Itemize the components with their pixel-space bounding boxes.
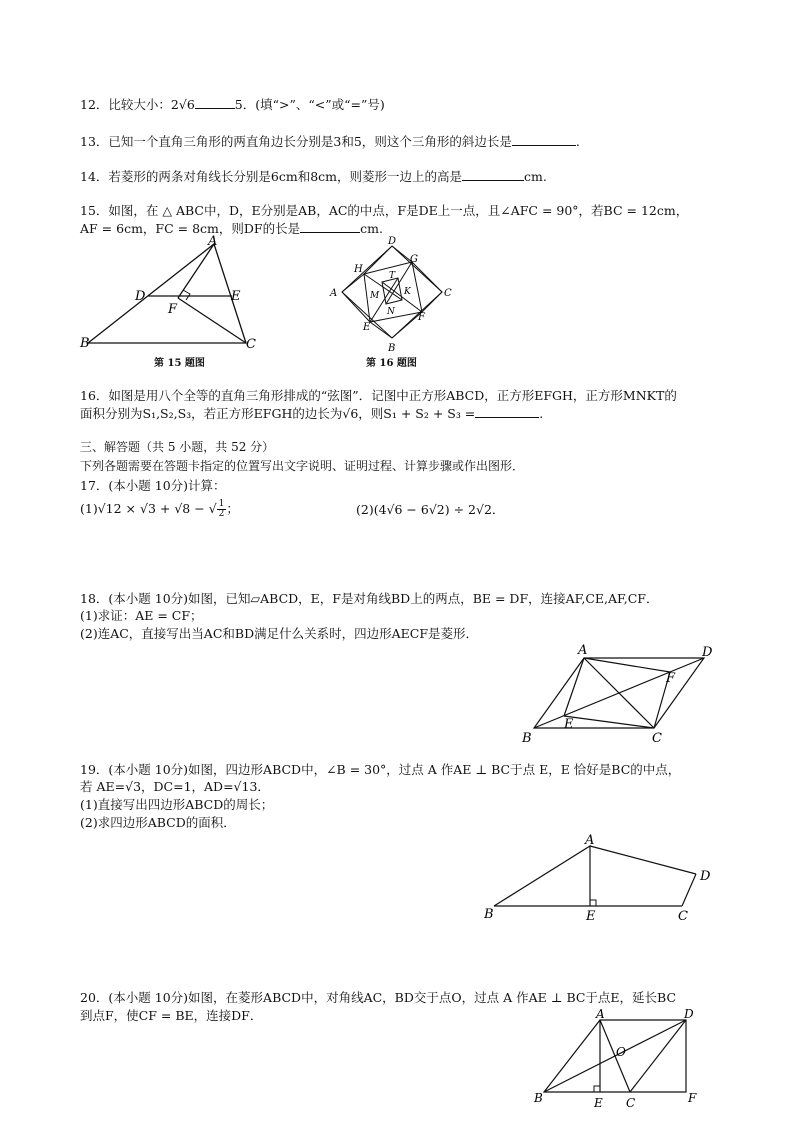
label-E: E: [586, 909, 596, 924]
label-A: A: [585, 833, 595, 848]
label-F: F: [168, 302, 178, 317]
figure-15: [80, 236, 270, 351]
label-A: A: [330, 288, 338, 299]
q17-part1-end: ；: [226, 501, 239, 516]
label-C: C: [678, 909, 688, 924]
answer-blank[interactable]: [300, 220, 360, 233]
q15-line1-text: 15．如图，在 △ ABC中，D，E分别是AB，AC的中点，F是DE上一点，且∠AFC = 90°，若BC = 12cm，: [80, 203, 689, 218]
section-3-note: 下列各题需要在答题卡指定的位置写出文字说明、证明过程、计算步骤或作出图形．: [80, 459, 525, 473]
label-N: N: [387, 307, 395, 317]
figure-18: [518, 642, 720, 746]
question-19-line1: 19．(本小题 10分)如图，四边形ABCD中，∠B = 30°，过点 A 作AE ⊥ BC于点 E，E 恰好是BC的中点，: [80, 762, 681, 777]
question-17-part1: (1)√12 × √3 + √8 − √ $\frac{1}{2}$ ；: [80, 499, 239, 519]
q16-line2-text: 面积分别为S₁,S₂,S₃，若正方形EFGH的边长为√6，则S₁ + S₂ + S₃ =: [80, 406, 476, 421]
answer-blank[interactable]: [475, 405, 539, 418]
label-E: E: [564, 717, 574, 732]
question-20-line1: 20．(本小题 10分)如图，在菱形ABCD中，对角线AC，BD交于点O，过点 A 作AE ⊥ BC于点E，延长BC: [80, 990, 677, 1005]
q12-prefix: 12．比较大小：: [80, 97, 171, 112]
fraction: [217, 500, 227, 519]
label-D: D: [135, 289, 146, 304]
q14-text: 14．若菱形的两条对角线长分别是6cm和8cm，则菱形一边上的高是: [80, 169, 463, 184]
figure-16-caption: 第 16 题图: [366, 358, 417, 369]
label-A: A: [208, 234, 218, 249]
label-B: B: [534, 1091, 543, 1105]
label-E: E: [594, 1096, 603, 1110]
fraction-denominator: 2: [218, 509, 225, 519]
answer-blank[interactable]: [195, 96, 235, 109]
question-18-line2: (1)求证：AE = CF；: [80, 608, 203, 623]
label-D: D: [702, 645, 713, 660]
answer-blank[interactable]: [512, 133, 576, 146]
q14-end: cm.: [524, 169, 547, 184]
label-T: T: [389, 271, 396, 281]
q13-end: .: [575, 134, 580, 149]
figure-20: [532, 1007, 712, 1112]
figure-15-caption: 第 15 题图: [154, 358, 205, 369]
label-A: A: [596, 1007, 605, 1021]
question-16-line1: [80, 388, 677, 404]
q16-line1-text: 16．如图是用八个全等的直角三角形排成的“弦图”．记图中正方形ABCD，正方形EFGH，正方形MNKT的: [80, 388, 677, 403]
label-A: A: [578, 643, 588, 658]
fraction-numerator: 1: [218, 499, 225, 509]
q12-expression: 2√6: [170, 97, 195, 112]
q12-suffix: 5．(填“>”、“<”或“=”号): [234, 97, 385, 112]
label-F: F: [418, 312, 425, 323]
q16-end: .: [539, 406, 544, 421]
question-12: [80, 96, 385, 113]
q15-line2-text: AF = 6cm，FC = 8cm，则DF的长是: [80, 221, 301, 236]
label-K: K: [404, 287, 411, 297]
question-20-line2: 到点F，使CF = BE，连接DF．: [80, 1008, 263, 1023]
label-O: O: [616, 1045, 626, 1059]
label-F: F: [666, 671, 676, 686]
question-19-line4: (2)求四边形ABCD的面积．: [80, 815, 236, 830]
label-C: C: [246, 337, 256, 352]
label-C: C: [444, 288, 452, 299]
label-B: B: [388, 343, 396, 354]
q15-end: cm.: [360, 221, 383, 236]
figure-19: [482, 830, 722, 924]
label-E: E: [231, 289, 241, 304]
label-D: D: [684, 1007, 694, 1021]
question-19-line3: (1)直接写出四边形ABCD的周长；: [80, 797, 274, 812]
label-E: E: [363, 322, 371, 333]
label-G: G: [410, 254, 418, 265]
question-18-line1: 18．(本小题 10分)如图，已知▱ABCD，E，F是对角线BD上的两点，BE = DF，连接AF,CE,AF,CF．: [80, 591, 659, 606]
q17-part1-text: (1)√12 × √3 + √8 −: [80, 501, 209, 516]
label-C: C: [626, 1096, 636, 1110]
q13-text: 13．已知一个直角三角形的两直角边长分别是3和5，则这个三角形的斜边长是: [80, 134, 512, 149]
label-H: H: [354, 264, 363, 275]
label-B: B: [80, 336, 90, 351]
question-17-part2: (2)(4√6 − 6√2) ÷ 2√2．: [356, 502, 505, 517]
label-M: M: [370, 291, 380, 301]
answer-blank[interactable]: [462, 168, 524, 181]
label-C: C: [652, 731, 662, 746]
label-D: D: [388, 236, 397, 247]
question-15-line1: [80, 203, 688, 219]
figure-16: [330, 234, 454, 356]
section-3-title: 三、解答题（共 5 小题，共 52 分）: [80, 440, 275, 454]
label-D: D: [700, 869, 711, 884]
question-14: [80, 168, 547, 185]
question-16-line2: [80, 405, 543, 422]
question-18-line3: (2)连AC，直接写出当AC和BD满足什么关系时，四边形AECF是菱形．: [80, 626, 478, 641]
label-B: B: [522, 731, 532, 746]
question-17-title: 17．(本小题 10分)计算：: [80, 478, 226, 493]
question-19-line2: 若 AE=√3，DC=1，AD=√13．: [80, 779, 270, 794]
label-F: F: [688, 1091, 697, 1105]
label-B: B: [484, 907, 494, 922]
question-13: [80, 133, 580, 150]
